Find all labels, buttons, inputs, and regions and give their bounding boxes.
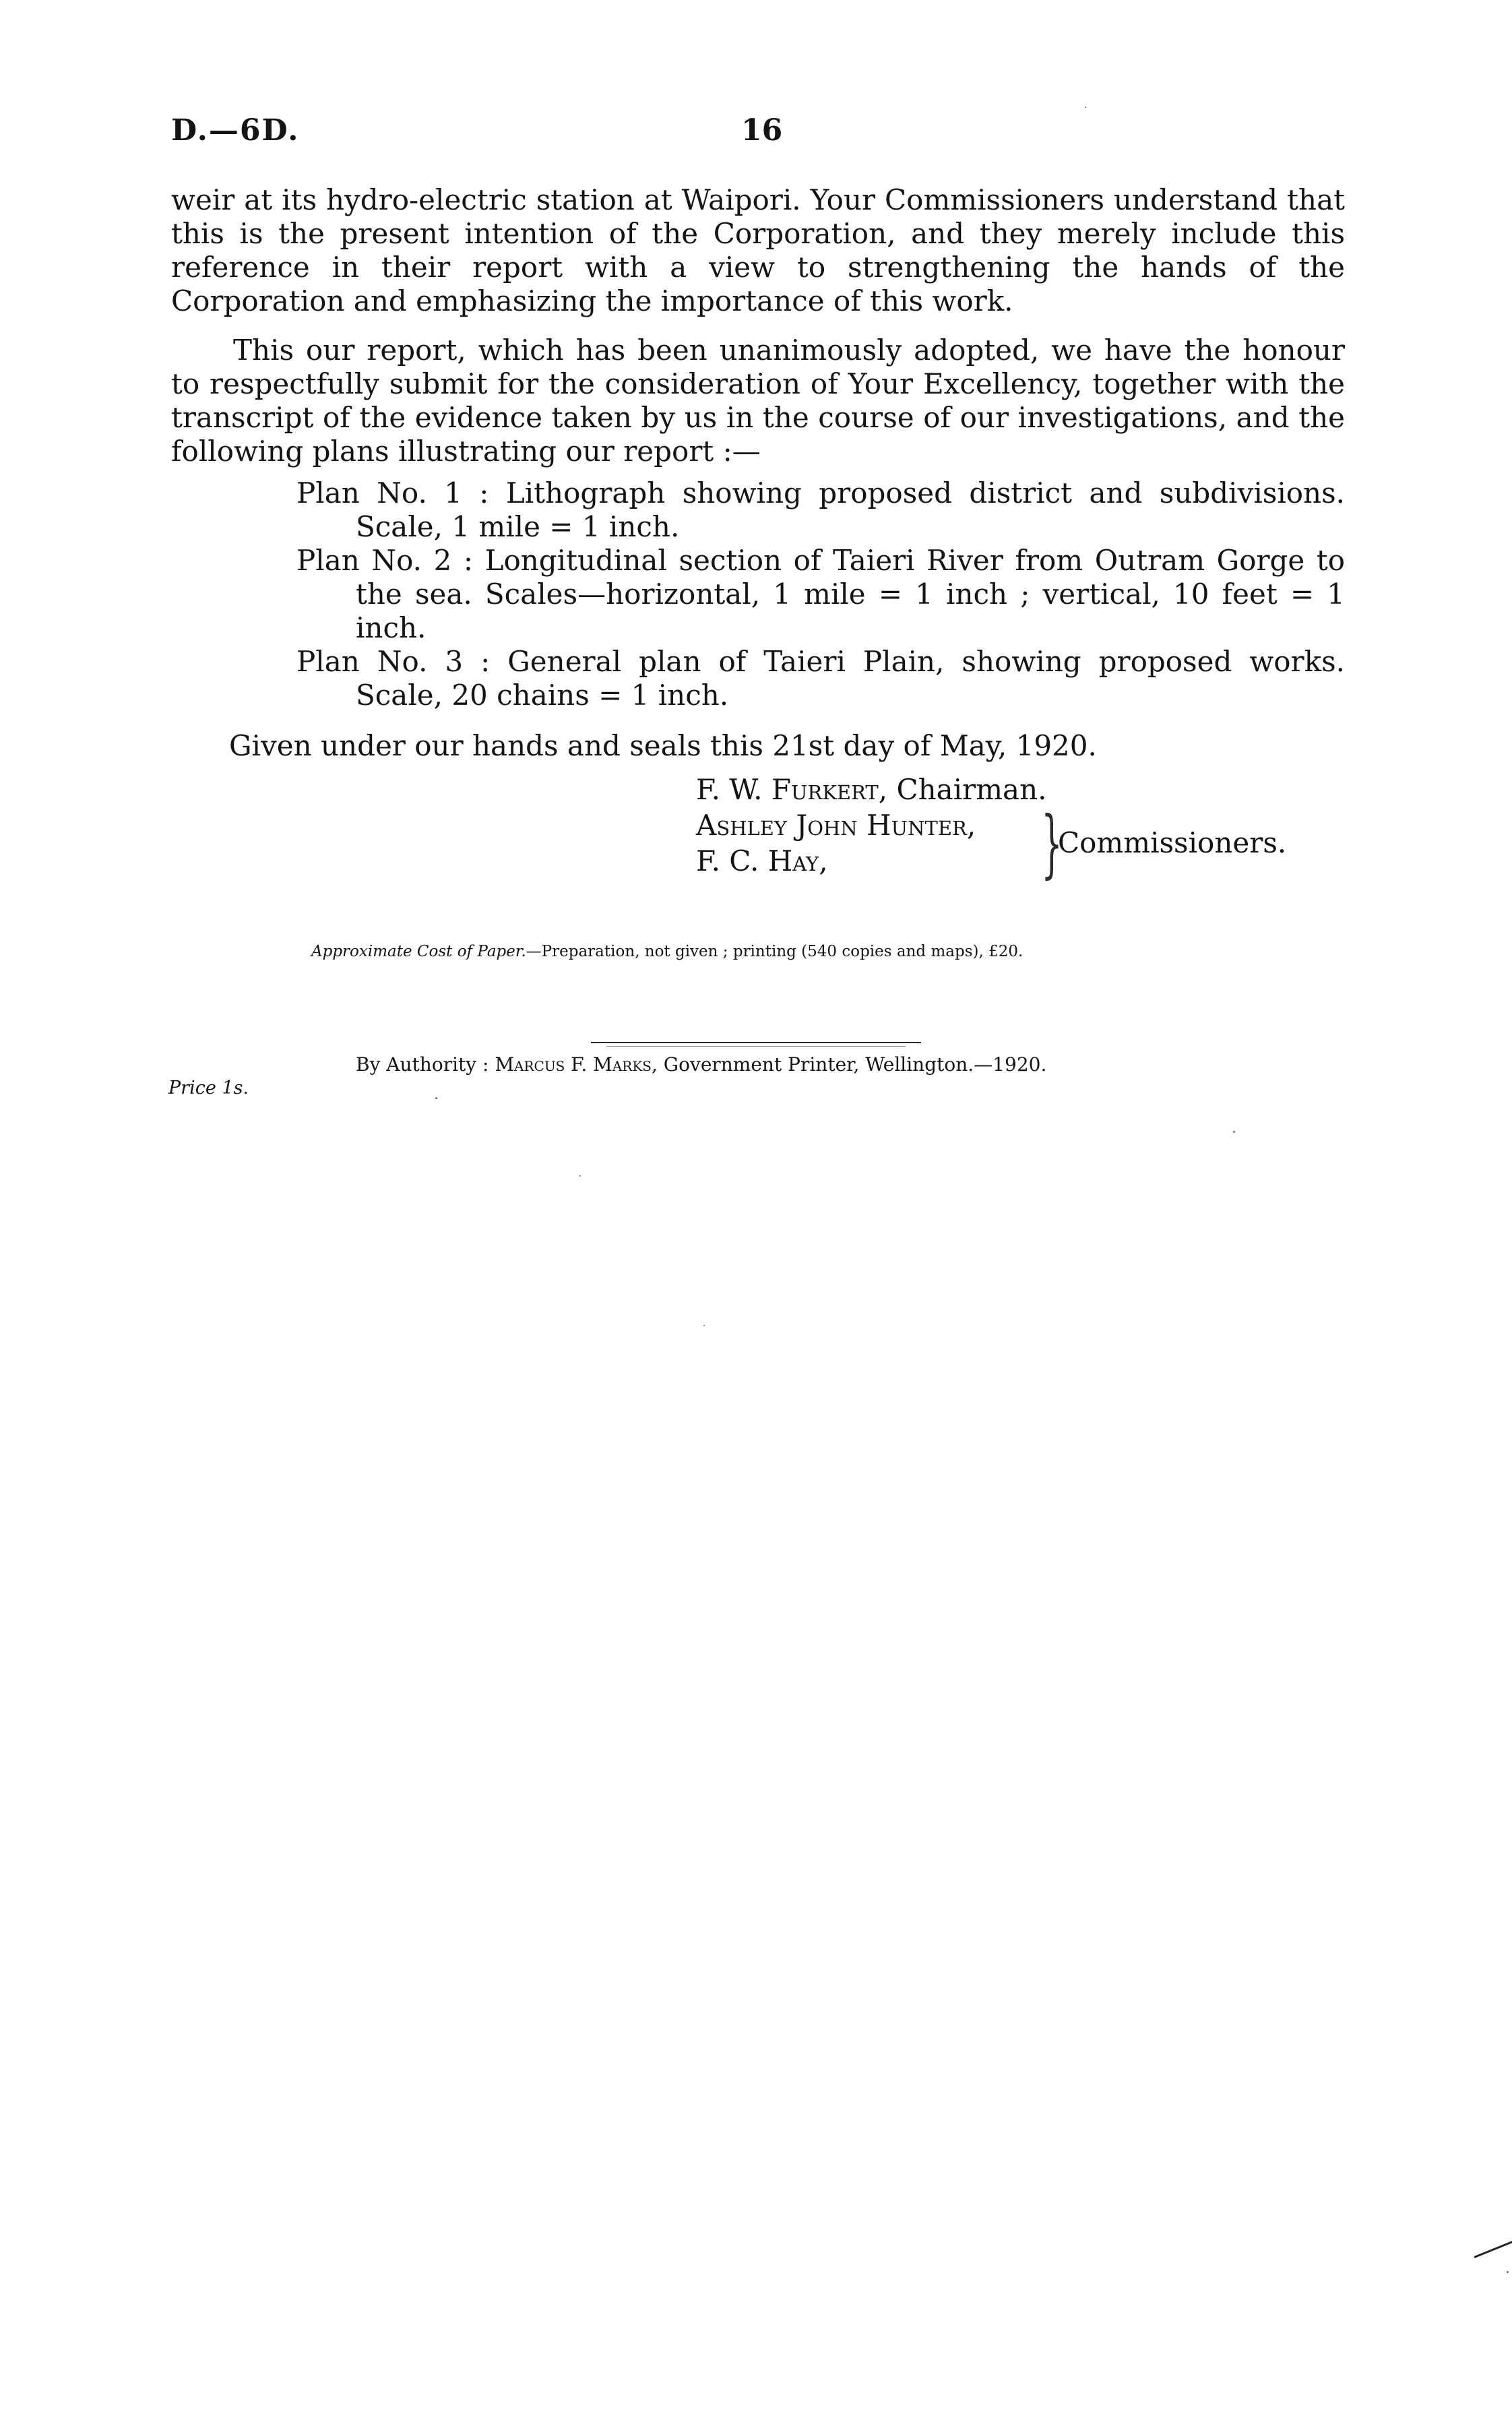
commissioners-label: Commissioners. — [1058, 826, 1287, 859]
signature-role: , Chairman. — [878, 773, 1047, 806]
signature-surname: Hay — [767, 844, 819, 877]
authority-divider — [591, 1042, 921, 1043]
plan-item-3: Plan No. 3 : General plan of Taieri Plain, showing proposed works. Scale, 20 chains = 1 inch. — [296, 645, 1345, 712]
signature-commissioner-hunter — [696, 809, 976, 842]
page-scratch-mark — [1474, 2241, 1512, 2258]
plan-item-1: Plan No. 1 : Lithograph showing proposed district and subdivisions. Scale, 1 mile = 1 inch. — [296, 476, 1345, 543]
cost-note-label: Approximate Cost of Paper. — [311, 943, 526, 960]
printer-name: Marcus F. Marks — [495, 1053, 652, 1076]
given-under-hands-line: Given under our hands and seals this 21st day of May, 1920. — [229, 729, 1097, 762]
cost-note-text: —Preparation, not given ; printing (540 copies and maps), £20. — [526, 943, 1023, 960]
print-speck — [1507, 2271, 1509, 2273]
print-speck — [435, 1097, 437, 1099]
signature-initials: F. W. — [696, 773, 763, 806]
plan-item-2: Plan No. 2 : Longitudinal section of Taieri River from Outram Gorge to the sea. Scales—horizontal, 1 mile = 1 inch ; vertical, 10 feet = 1 inch. — [296, 544, 1345, 644]
signature-punctuation: , — [966, 809, 976, 842]
printer-authority-line — [356, 1053, 1046, 1077]
authority-suffix: , Government Printer, Wellington.—1920. — [651, 1053, 1047, 1076]
print-speck — [579, 1175, 581, 1177]
signature-initials: F. C. — [696, 844, 759, 877]
cost-of-paper-note — [311, 941, 1023, 962]
signature-punctuation: , — [819, 844, 828, 877]
signature-given-names: Ashley John — [696, 809, 858, 842]
paragraph-report-submission: This our report, which has been unanimously adopted, we have the honour to respectfully submit for the consideration of Your Excellency, together with the transcript of the evidence taken by us in the course of our investigations, and the following plans illustrating our report :— — [171, 334, 1345, 468]
authority-prefix: By Authority : — [356, 1053, 495, 1076]
paragraph-waipori-weir: weir at its hydro-electric station at Waipori. Your Commissioners understand that this is the present intention of the Corporation, and they merely include this reference in their report with a view to strengthening the hands of the Corporation and emphasizing the importance of this work. — [171, 183, 1345, 317]
signature-commissioner-hay — [696, 844, 828, 878]
price-label: Price 1s. — [168, 1078, 249, 1098]
page-number: 16 — [741, 113, 783, 148]
print-speck — [1233, 1131, 1235, 1133]
signature-surname: Furkert — [771, 773, 879, 806]
print-speck — [703, 1325, 705, 1326]
document-reference: D.—6D. — [171, 113, 300, 148]
commissioners-brace: } — [1041, 800, 1063, 886]
signature-chairman — [696, 773, 1046, 807]
signature-surname: Hunter — [867, 809, 967, 842]
print-speck — [1085, 106, 1086, 108]
authority-divider-thin — [606, 1046, 906, 1047]
